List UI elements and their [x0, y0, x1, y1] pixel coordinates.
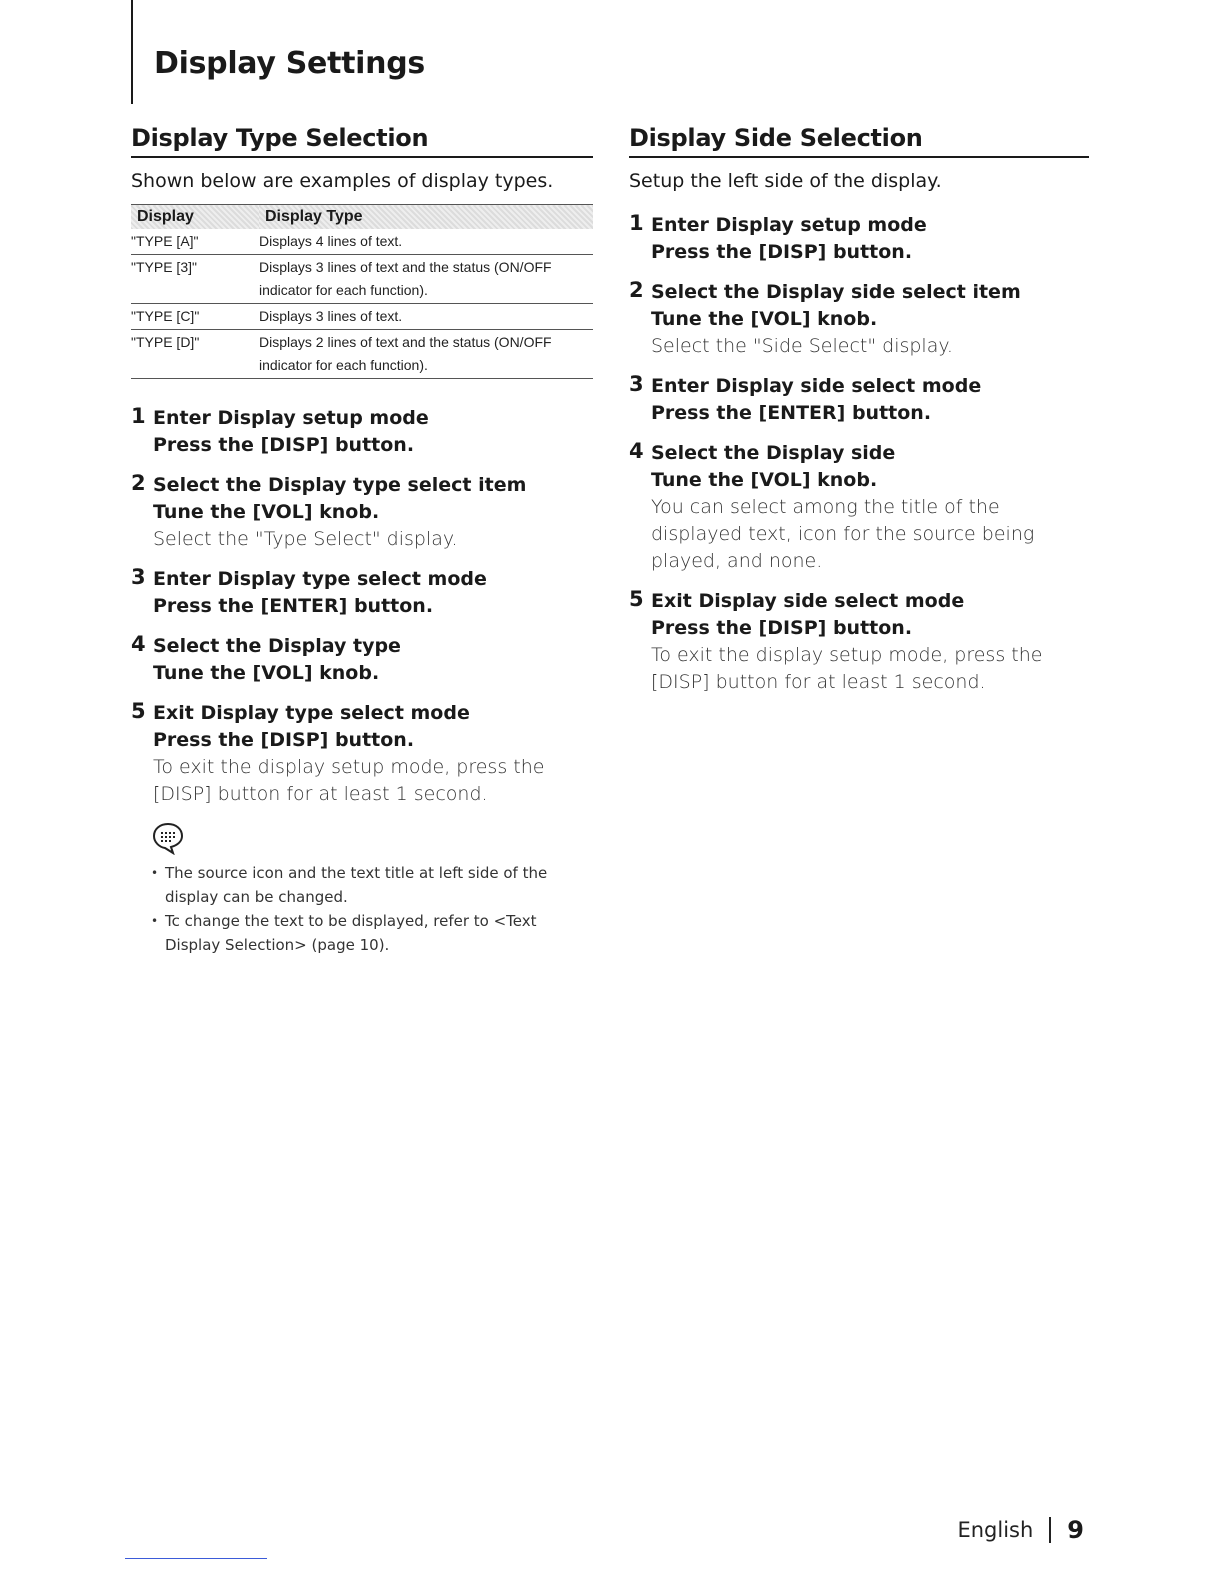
step-title: Exit Display side select mode	[651, 590, 965, 612]
footer-language: English	[957, 1518, 1034, 1542]
step-note: To exit the display setup mode, press the [DISP] button for at least 1 second.	[651, 644, 1043, 693]
table-cell-type: Displays 3 lines of text and the status (ON/OFF indicator for each function).	[259, 255, 593, 304]
step-action: Press the [DISP] button.	[651, 241, 913, 263]
table-row	[131, 229, 593, 255]
section-intro: Shown below are examples of display types.	[131, 170, 554, 192]
step-title: Enter Display setup mode	[153, 407, 429, 429]
display-types-table	[131, 204, 593, 379]
step-number: 2	[131, 471, 146, 495]
step-title: Enter Display type select mode	[153, 568, 487, 590]
note-icon	[151, 821, 185, 855]
right-column	[629, 124, 1089, 709]
step-note: Select the "Type Select" display.	[153, 528, 458, 550]
table-row	[131, 330, 593, 379]
page-number: 9	[1067, 1516, 1084, 1544]
display-side-steps	[629, 212, 1089, 696]
section-heading-display-type: Display Type Selection	[131, 124, 593, 158]
step-item	[131, 566, 593, 620]
step-item	[131, 700, 593, 808]
step-number: 5	[131, 699, 146, 723]
step-action: Tune the [VOL] knob.	[153, 662, 380, 684]
table-cell-type: Displays 4 lines of text.	[259, 229, 593, 255]
table-cell-type: Displays 3 lines of text.	[259, 304, 593, 330]
step-note: You can select among the title of the displayed text, icon for the source being played, and none.	[651, 496, 1035, 572]
step-number: 4	[131, 632, 146, 656]
table-cell-display: "TYPE [C]"	[131, 304, 259, 330]
header-rule	[131, 0, 133, 104]
step-action: Press the [ENTER] button.	[153, 595, 434, 617]
table-cell-display: "TYPE [A]"	[131, 229, 259, 255]
step-action: Tune the [VOL] knob.	[651, 469, 878, 491]
step-number: 2	[629, 278, 644, 302]
step-title: Select the Display side	[651, 442, 896, 464]
step-item	[629, 440, 1089, 575]
step-number: 5	[629, 587, 644, 611]
step-item	[131, 405, 593, 459]
table-cell-display: "TYPE [3]"	[131, 255, 259, 304]
step-action: Press the [ENTER] button.	[651, 402, 932, 424]
step-title: Exit Display type select mode	[153, 702, 470, 724]
section-heading-display-side: Display Side Selection	[629, 124, 1089, 158]
note-item: • The source icon and the text title at left side of the display can be changed.	[151, 861, 593, 909]
step-number: 3	[629, 372, 644, 396]
step-number: 3	[131, 565, 146, 589]
step-title: Select the Display type select item	[153, 474, 527, 496]
step-title: Select the Display side select item	[651, 281, 1021, 303]
step-note: To exit the display setup mode, press the [DISP] button for at least 1 second.	[153, 756, 545, 805]
step-title: Enter Display setup mode	[651, 214, 927, 236]
note-item: • Tc change the text to be displayed, refer to <Text Display Selection> (page 10).	[151, 909, 593, 957]
step-action: Press the [DISP] button.	[153, 729, 415, 751]
table-header-display: Display	[131, 205, 259, 230]
step-item	[629, 373, 1089, 427]
step-item	[629, 279, 1089, 360]
step-number: 4	[629, 439, 644, 463]
step-item	[131, 472, 593, 553]
table-row	[131, 255, 593, 304]
page-footer	[957, 1516, 1084, 1544]
table-header-display-type: Display Type	[259, 205, 593, 230]
step-item	[131, 633, 593, 687]
step-item	[629, 212, 1089, 266]
left-column	[131, 124, 593, 957]
table-row	[131, 304, 593, 330]
step-title: Select the Display type	[153, 635, 401, 657]
step-title: Enter Display side select mode	[651, 375, 982, 397]
section-intro: Setup the left side of the display.	[629, 170, 942, 192]
step-action: Press the [DISP] button.	[153, 434, 415, 456]
display-type-steps	[131, 405, 593, 808]
step-note: Select the "Side Select" display.	[651, 335, 953, 357]
table-header-row	[131, 205, 593, 230]
table-cell-type: Displays 2 lines of text and the status (ON/OFF indicator for each function).	[259, 330, 593, 379]
step-number: 1	[629, 211, 644, 235]
step-action: Tune the [VOL] knob.	[153, 501, 380, 523]
step-item	[629, 588, 1089, 696]
table-cell-display: "TYPE [D]"	[131, 330, 259, 379]
page-title: Display Settings	[154, 46, 425, 81]
step-action: Tune the [VOL] knob.	[651, 308, 878, 330]
step-action: Press the [DISP] button.	[651, 617, 913, 639]
bottom-divider	[125, 1558, 267, 1559]
footer-separator	[1049, 1517, 1051, 1543]
notes-list	[151, 861, 593, 957]
step-number: 1	[131, 404, 146, 428]
